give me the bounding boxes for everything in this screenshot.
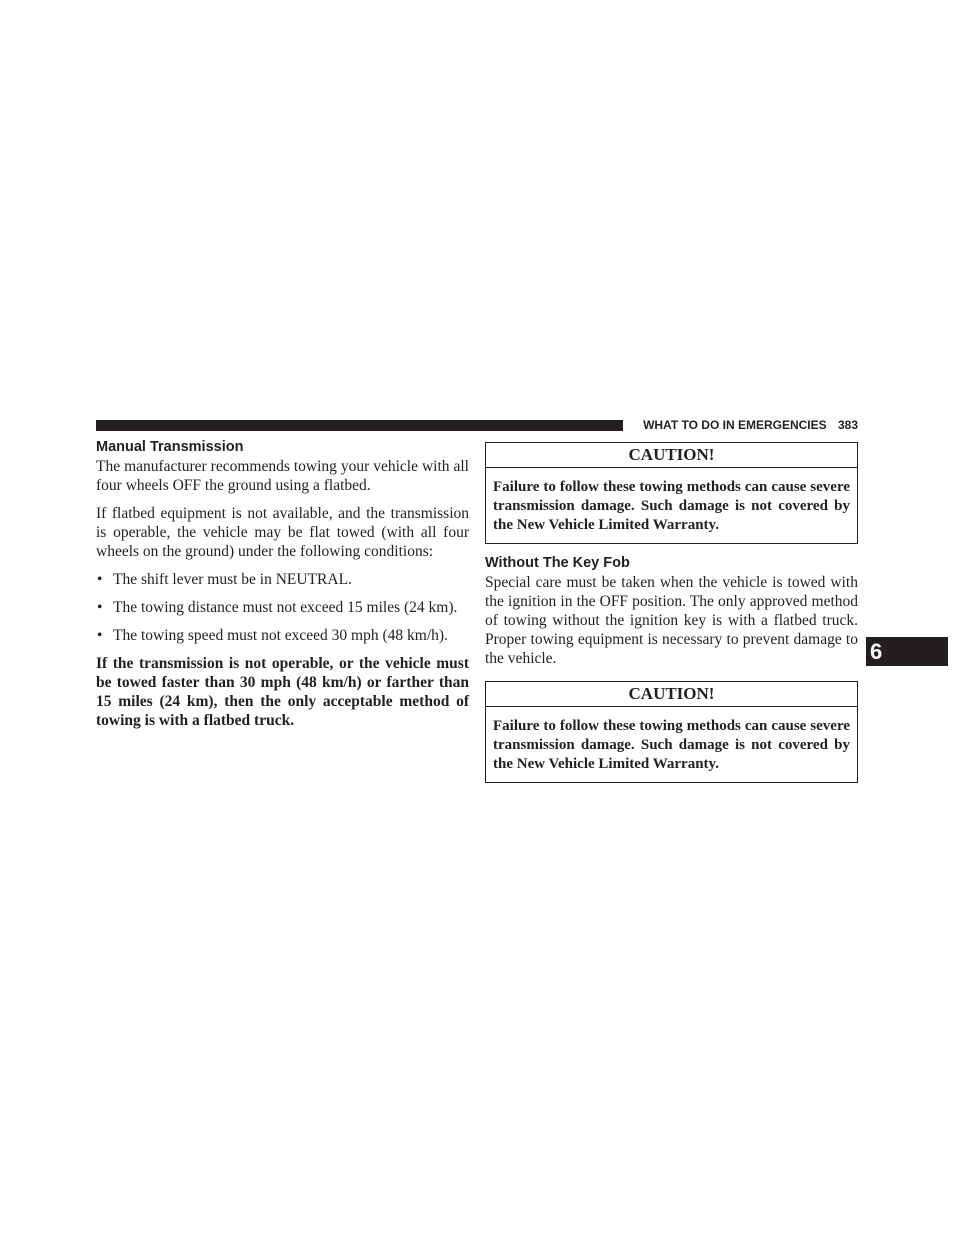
list-item <box>96 626 469 645</box>
paragraph-flat-tow-conditions: If flatbed equipment is not available, and the transmission is operable, the vehicle may be flat towed (with all four wheels on the ground) under the following conditions: <box>96 505 469 560</box>
list-item <box>96 598 469 617</box>
left-column <box>96 438 469 730</box>
caution-box <box>485 442 858 544</box>
section-title: WHAT TO DO IN EMERGENCIES <box>643 418 827 432</box>
list-item-text: The shift lever must be in NEUTRAL. <box>113 571 352 588</box>
caution-title: CAUTION! <box>486 682 857 707</box>
list-item-text: The towing speed must not exceed 30 mph (48 km/h). <box>113 627 448 644</box>
paragraph-flatbed-warning: If the transmission is not operable, or the vehicle must be towed faster than 30 mph (48 km/h) or farther than 15 miles (24 km), then the only acceptable method of towing is with a flatbed truck. <box>96 655 469 729</box>
heading-manual-transmission: Manual Transmission <box>96 439 244 455</box>
list-item <box>96 570 469 589</box>
bullet-icon: • <box>97 571 103 588</box>
paragraph-key-fob-towing: Special care must be taken when the vehicle is towed with the ignition in the OFF position. The only approved method of towing without the ignition key is with a flatbed truck. Proper towing equipment is necessary to prevent damage to the vehicle. <box>485 574 858 667</box>
bullet-icon: • <box>97 627 103 644</box>
heading-without-key-fob: Without The Key Fob <box>485 555 630 571</box>
caution-text: Failure to follow these towing methods can cause severe transmission damage. Such damage is not covered by the New Vehicle Limited Warranty. <box>493 479 850 533</box>
right-column <box>485 438 858 783</box>
caution-text: Failure to follow these towing methods can cause severe transmission damage. Such damage is not covered by the New Vehicle Limited Warranty. <box>493 718 850 772</box>
chapter-tab: 6 <box>866 637 948 666</box>
header-rule <box>96 420 623 431</box>
caution-box <box>485 681 858 783</box>
page-number: 383 <box>837 418 858 432</box>
list-item-text: The towing distance must not exceed 15 miles (24 km). <box>113 599 458 616</box>
running-header <box>632 416 858 434</box>
conditions-list <box>96 570 469 645</box>
bullet-icon: • <box>97 599 103 616</box>
caution-title: CAUTION! <box>486 443 857 468</box>
paragraph-flatbed-recommendation: The manufacturer recommends towing your vehicle with all four wheels OFF the ground using a flatbed. <box>96 458 469 494</box>
